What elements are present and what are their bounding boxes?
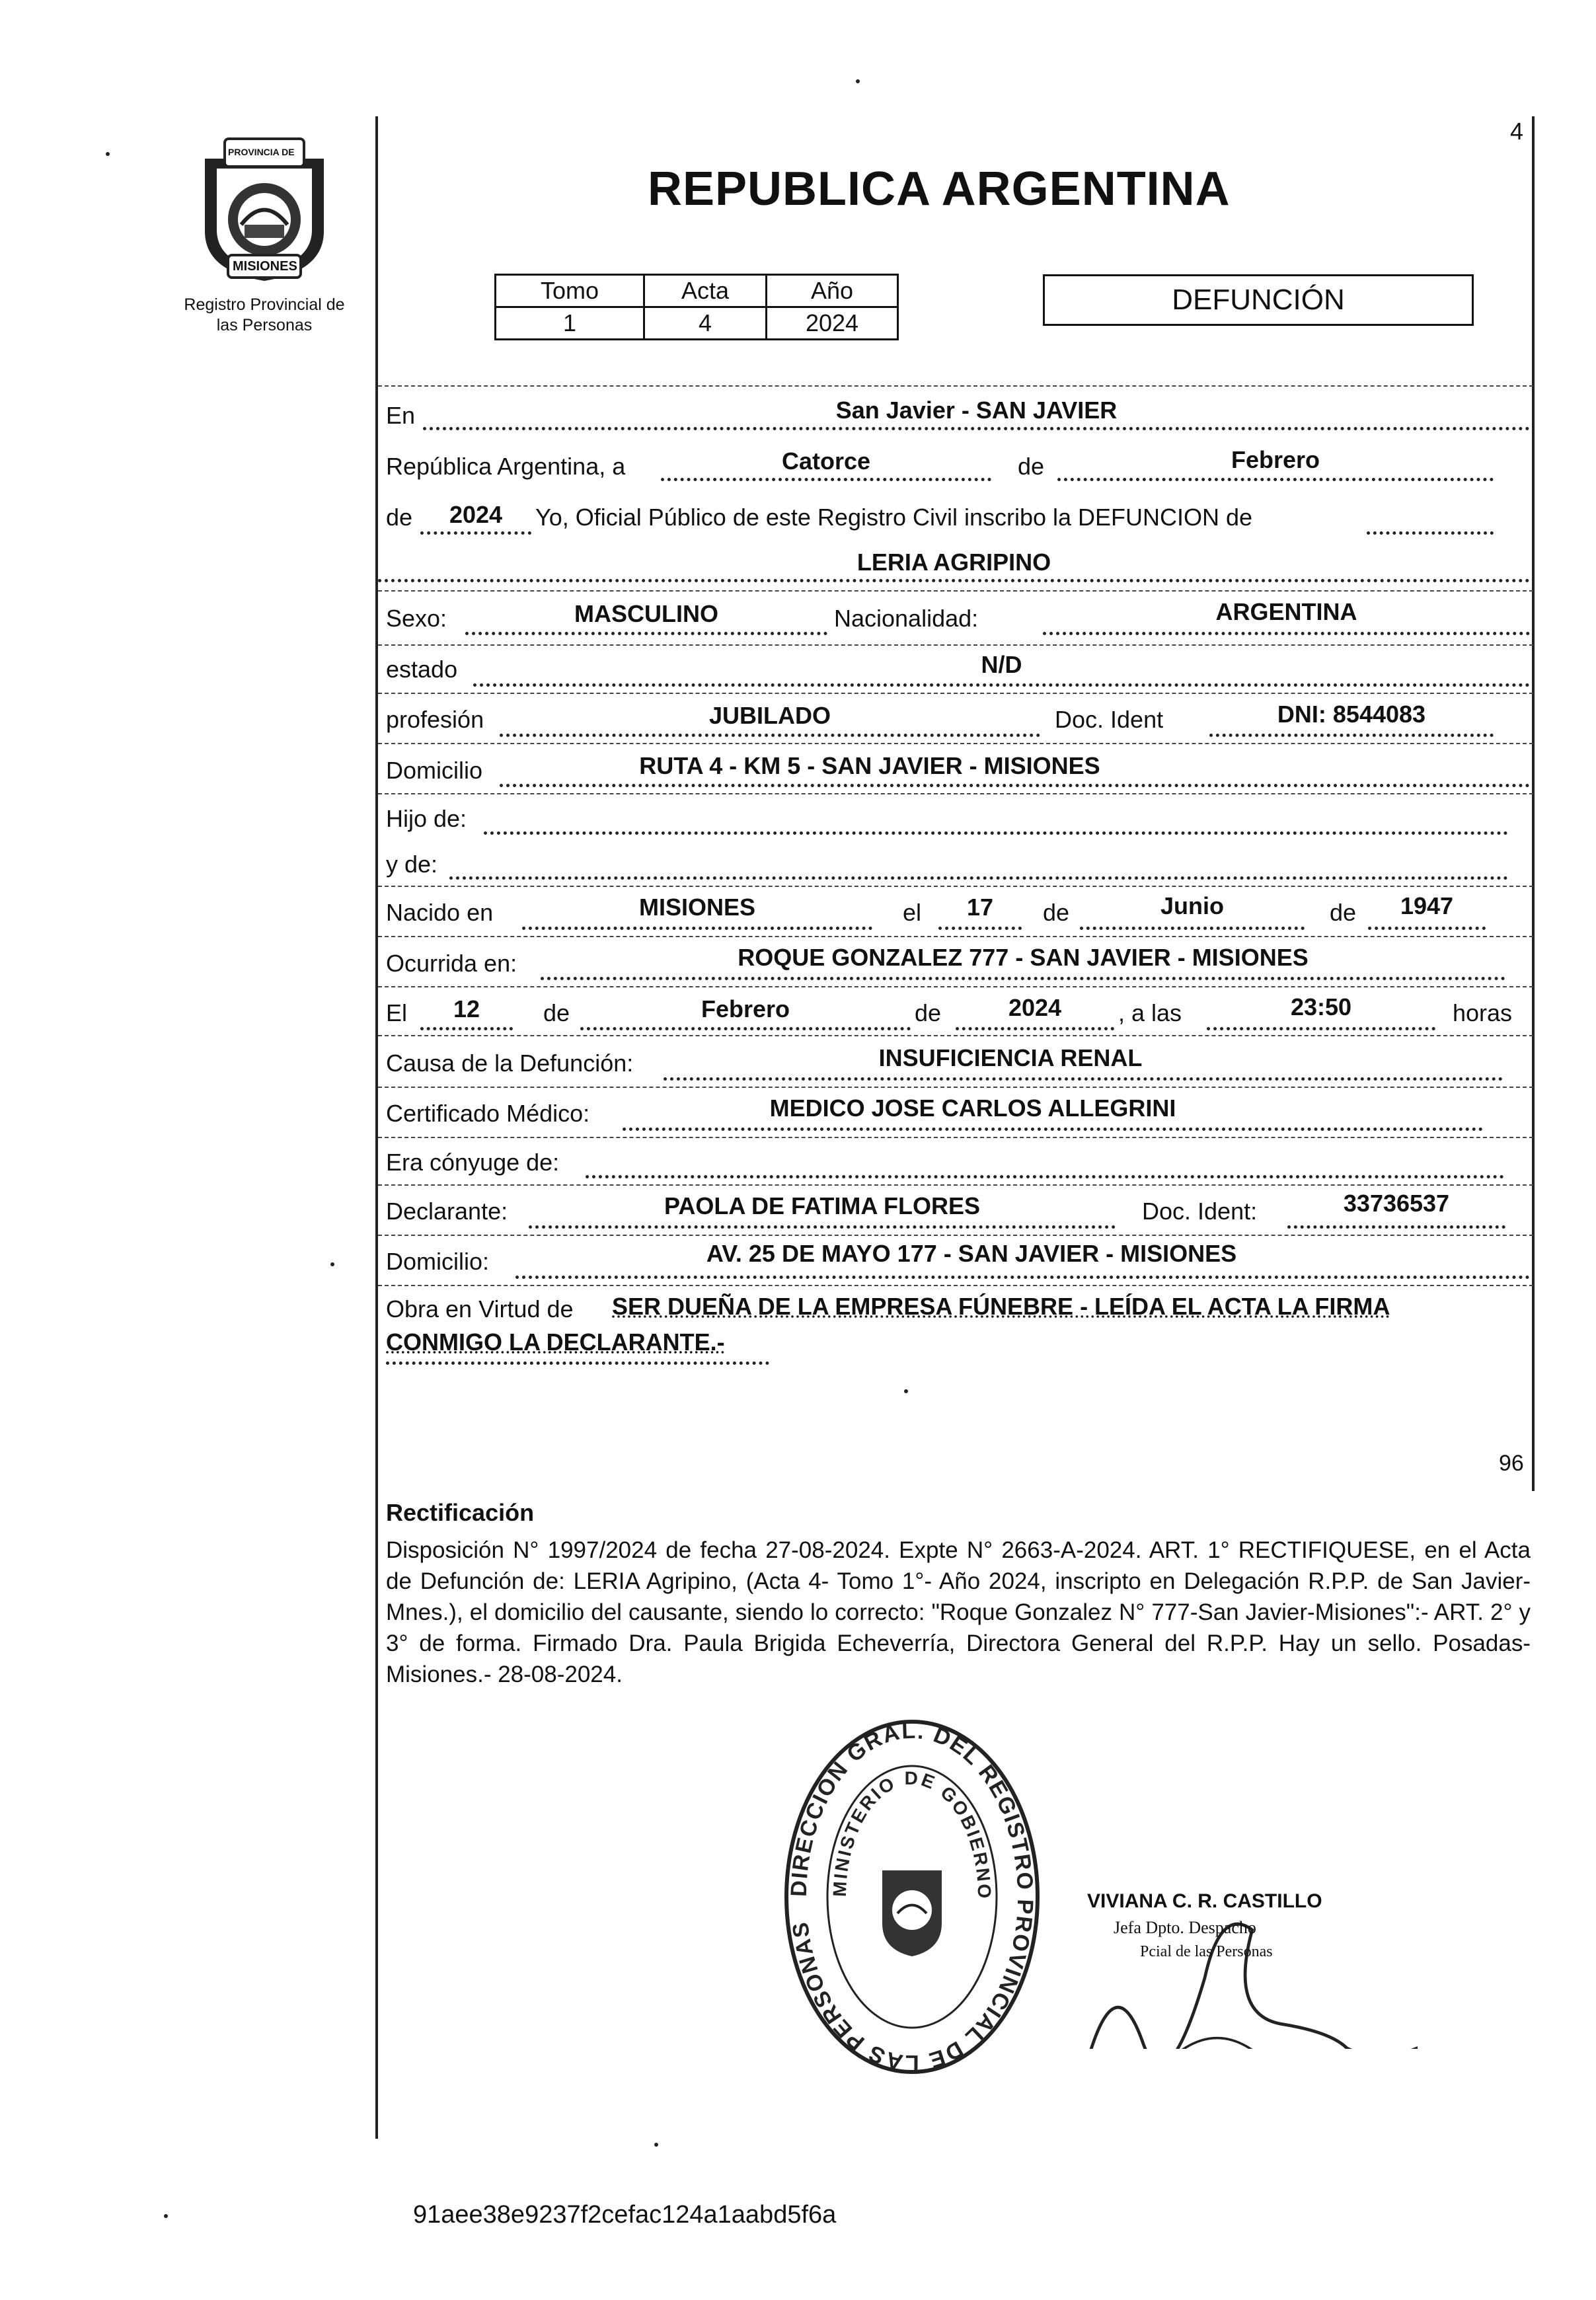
nacionalidad-dots	[1043, 632, 1530, 635]
volume-table	[494, 274, 899, 340]
declarante-domicilio-dots	[515, 1276, 1530, 1279]
causa-label: Causa de la Defunción:	[386, 1050, 634, 1077]
doc-label-2: Doc. Ident:	[1142, 1198, 1258, 1225]
horas-label: horas	[1453, 999, 1513, 1026]
en-label: En	[386, 402, 416, 429]
obra-value-line1: SER DUEÑA DE LA EMPRESA FÚNEBRE - LEÍDA EL ACTA LA FIRMA	[612, 1293, 1390, 1320]
nacido-label: Nacido en	[386, 899, 494, 926]
document-type-box	[1043, 274, 1474, 326]
scan-speck	[856, 79, 860, 83]
sexo-value: MASCULINO	[574, 600, 718, 627]
year: 2024	[449, 501, 503, 528]
sexo-dots	[465, 632, 827, 635]
col-tomo: Tomo	[496, 275, 644, 307]
certificado-label: Certificado Médico:	[386, 1100, 590, 1127]
doc-dots	[1209, 734, 1494, 737]
estado-value: N/D	[981, 651, 1022, 678]
death-month-dots	[580, 1027, 911, 1030]
page-number: 4	[1510, 118, 1524, 145]
yde-label: y de:	[386, 851, 438, 878]
obra-label: Obra en Virtud de	[386, 1295, 574, 1322]
registry-line-2: las Personas	[216, 316, 313, 334]
declarante-label: Declarante:	[386, 1198, 508, 1225]
scan-speck	[164, 2214, 168, 2218]
estado-label: estado	[386, 656, 458, 683]
nacionalidad-value: ARGENTINA	[1215, 598, 1357, 625]
de-label-5: de	[543, 999, 570, 1026]
birth-year-dots	[1368, 927, 1486, 930]
page-title: REPUBLICA ARGENTINA	[648, 163, 1231, 215]
certificado-value: MEDICO JOSE CARLOS ALLEGRINI	[769, 1094, 1176, 1122]
row-divider	[378, 1087, 1533, 1088]
declarante-value: PAOLA DE FATIMA FLORES	[664, 1192, 980, 1219]
domicilio-label-2: Domicilio:	[386, 1248, 490, 1275]
birth-month-dots	[1080, 927, 1305, 930]
row-divider	[378, 1285, 1533, 1286]
de-label-2: de	[386, 504, 413, 531]
official-dots	[1367, 531, 1494, 535]
col-acta: Acta	[644, 275, 767, 307]
hijo-dots	[484, 831, 1508, 835]
domicilio-label: Domicilio	[386, 757, 483, 784]
name-dots	[378, 579, 1530, 582]
death-year: 2024	[1008, 994, 1062, 1021]
birth-day: 17	[966, 894, 994, 921]
profesion-dots	[500, 734, 1040, 737]
row-divider	[378, 385, 1533, 387]
rectificacion-title: Rectificación	[386, 1499, 535, 1526]
de-label: de	[1018, 453, 1045, 480]
doc-label: Doc. Ident	[1055, 706, 1164, 733]
death-year-dots	[956, 1027, 1114, 1030]
scan-speck	[330, 1262, 334, 1266]
stamp-outer-text: DIRECCION GRAL. DEL REGISTRO PROVINCIAL DE LAS PERSONAS	[786, 1718, 1038, 2076]
en-value: San Javier - SAN JAVIER	[835, 397, 1118, 424]
death-day-dots	[420, 1027, 513, 1030]
row-divider	[378, 1235, 1533, 1236]
signer-name: VIVIANA C. R. CASTILLO	[1087, 1890, 1322, 1912]
nacido-dots	[522, 927, 872, 930]
tomo-value: 1	[496, 307, 644, 340]
acta-value: 4	[644, 307, 767, 340]
nacido-value: MISIONES	[638, 894, 756, 921]
signer-role-line1: Jefa Dpto. Despacho	[1114, 1918, 1256, 1937]
de-label-4: de	[1330, 899, 1357, 926]
conyuge-dots	[586, 1175, 1504, 1178]
official-text: Yo, Oficial Público de este Registro Civil inscribo la DEFUNCION de	[535, 504, 1253, 531]
en-dots	[423, 427, 1530, 430]
signature-block	[1087, 1890, 1398, 2009]
death-month: Febrero	[701, 995, 790, 1022]
yde-dots	[449, 876, 1508, 880]
obra-dots	[386, 1361, 769, 1365]
hijo-label: Hijo de:	[386, 805, 467, 832]
causa-dots	[664, 1077, 1503, 1081]
birth-day-dots	[938, 927, 1022, 930]
month-dots	[1057, 478, 1494, 481]
margin-number: 96	[1499, 1451, 1524, 1476]
scan-speck	[654, 2143, 658, 2147]
birth-year: 1947	[1400, 892, 1454, 919]
estado-dots	[473, 683, 1530, 687]
col-anio: Año	[767, 275, 898, 307]
doc-value: DNI: 8544083	[1277, 701, 1426, 728]
rectificacion-body: Disposición N° 1997/2024 de fecha 27-08-2024. Expte N° 2663-A-2024. ART. 1° RECTIFIQUESE, en el Acta de Defunción de: LERIA Agripino, (Acta 4- Tomo 1°- Año 2024, inscripto en Delegación R.P.P. de San Javier-Mnes.), el domicilio del causante, siendo lo correcto: "Roque Gonzalez N° 777-San Javier-Misiones":- ART. 2° y 3° de forma. Firmado Dra. Paula Brigida Echeverría, Directora General del R.P.P. Hay un sello. Posadas- Misiones.- 28-08-2024.	[386, 1537, 1531, 1687]
nacionalidad-label: Nacionalidad:	[834, 605, 979, 632]
row-divider	[378, 886, 1533, 887]
republica-label: República Argentina, a	[386, 453, 626, 480]
anio-value: 2024	[767, 307, 898, 340]
sexo-label: Sexo:	[386, 605, 447, 632]
causa-value: INSUFICIENCIA RENAL	[878, 1044, 1143, 1071]
de-label-6: de	[915, 999, 942, 1026]
declarante-dots	[529, 1225, 1116, 1229]
document-type: DEFUNCIÓN	[1172, 284, 1345, 316]
logo-text-bottom: MISIONES	[233, 259, 297, 274]
row-divider	[378, 743, 1533, 744]
row-divider	[378, 644, 1533, 646]
day-word-dots	[661, 478, 991, 481]
left-margin-line	[375, 116, 378, 2139]
row-divider	[378, 1035, 1533, 1036]
row-divider	[378, 936, 1533, 937]
row-divider	[378, 793, 1533, 794]
alas-label: , a las	[1118, 999, 1182, 1026]
de-label-3: de	[1043, 899, 1070, 926]
stamp-inner-text: MINISTERIO DE GOBIERNO	[829, 1767, 995, 1901]
declarante-domicilio: AV. 25 DE MAYO 177 - SAN JAVIER - MISIONES	[706, 1240, 1237, 1267]
row-divider	[378, 986, 1533, 987]
certificado-dots	[623, 1128, 1483, 1131]
row-divider	[378, 1184, 1533, 1186]
registry-line-1: Registro Provincial de	[184, 295, 345, 314]
ocurrida-label: Ocurrida en:	[386, 950, 517, 977]
volume-table-header	[496, 275, 898, 307]
el-label: el	[903, 899, 922, 926]
ocurrida-dots	[541, 977, 1505, 980]
document-hash: 91aee38e9237f2cefac124a1aabd5f6a	[413, 2201, 837, 2229]
row-divider	[378, 1137, 1533, 1138]
ocurrida-value: ROQUE GONZALEZ 777 - SAN JAVIER - MISIONES	[738, 944, 1309, 971]
signer-role-line2: Pcial de las Personas	[1140, 1943, 1273, 1960]
day-word: Catorce	[781, 447, 871, 475]
deceased-name: LERIA AGRIPINO	[856, 549, 1051, 576]
declarante-doc: 33736537	[1343, 1190, 1450, 1217]
registry-name	[165, 295, 363, 336]
domicilio-value: RUTA 4 - KM 5 - SAN JAVIER - MISIONES	[639, 752, 1100, 779]
domicilio-dots	[500, 784, 1530, 787]
scan-speck	[106, 152, 110, 156]
declarante-doc-dots	[1287, 1225, 1505, 1229]
obra-value-line2: CONMIGO LA DECLARANTE.-	[386, 1328, 725, 1356]
scan-speck	[904, 1389, 908, 1393]
el-label-2: El	[386, 999, 408, 1026]
year-dots	[420, 531, 531, 535]
row-divider	[378, 693, 1533, 694]
conyuge-label: Era cónyuge de:	[386, 1149, 560, 1176]
death-day: 12	[453, 995, 480, 1022]
month: Febrero	[1231, 446, 1320, 473]
volume-table-values	[496, 307, 898, 340]
logo-text-top: PROVINCIA DE	[228, 147, 295, 157]
death-time-dots	[1207, 1027, 1435, 1030]
profesion-value: JUBILADO	[708, 702, 831, 729]
row-divider	[378, 590, 1533, 592]
official-stamp	[767, 1712, 1057, 2082]
birth-month: Junio	[1160, 892, 1224, 919]
profesion-label: profesión	[386, 706, 484, 733]
death-time: 23:50	[1290, 993, 1352, 1020]
